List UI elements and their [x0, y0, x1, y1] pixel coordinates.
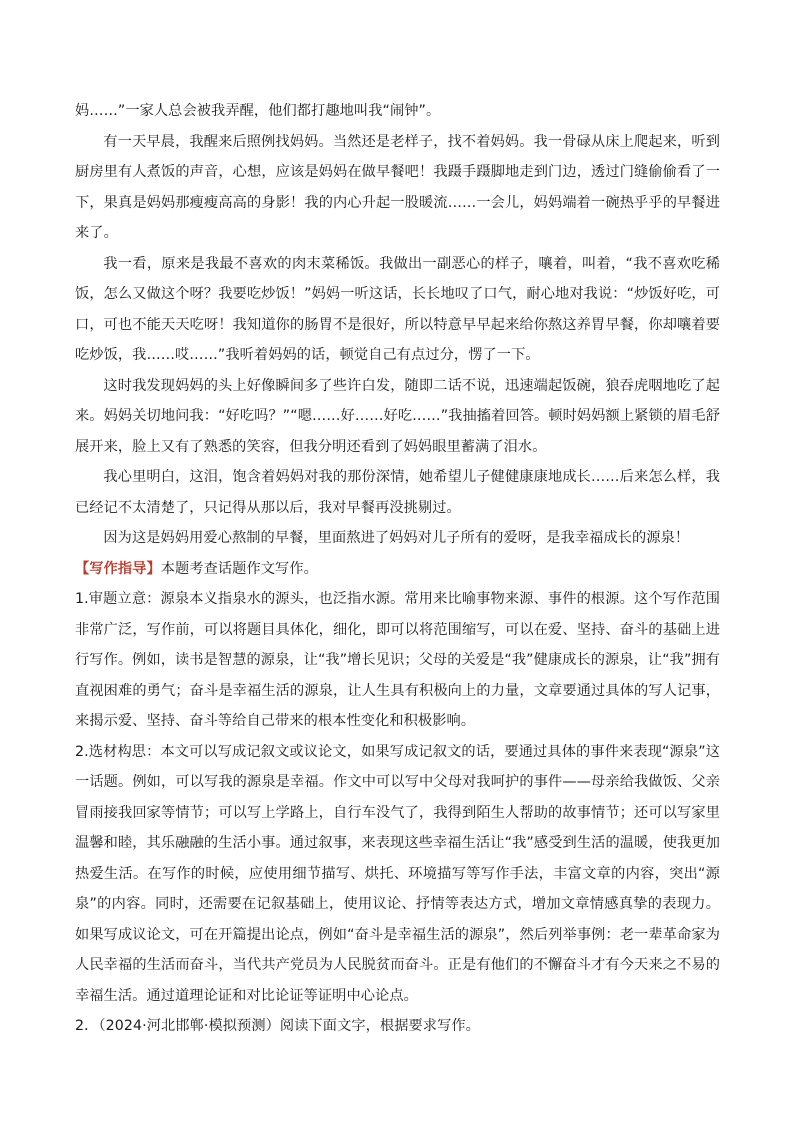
essay-paragraph-4: 我心里明白，这泪，饱含着妈妈对我的那份深情，她希望儿子健健康康地成长……后来怎么样，我已经记不太清楚了，只记得从那以后，我对早餐再没挑剔过。 [75, 469, 720, 516]
essay-paragraph-1: 有一天早晨，我醒来后照例找妈妈。当然还是老样子，找不着妈妈。我一骨碌从床上爬起来，听到厨房里有人煮饭的声音，心想，应该是妈妈在做早餐吧！我蹑手蹑脚地走到门边，透过门缝偷偷看了一下，果真是妈妈那瘦瘦高高的身影！我的内心升起一股暖流……一会儿，妈妈端着一碗热乎乎的早餐进来了。 [75, 133, 720, 241]
writing-guide-intro: 本题考查话题作文写作。 [160, 560, 318, 577]
essay-conclusion: 因为这是妈妈用爱心熬制的早餐，里面熬进了妈妈对儿子所有的爱呀，是我幸福成长的源泉！ [103, 530, 690, 546]
essay-paragraph-3: 这时我发现妈妈的头上好像瞬间多了些许白发，随即二话不说，迅速端起饭碗，狼吞虎咽地吃了起来。妈妈关切地问我：“好吃吗？”“嗯……好……好吃……”我抽搐着回答。顿时妈妈额上紧锁的眉毛舒展开来，脸上又有了熟悉的笑容，但我分明还看到了妈妈眼里蓄满了泪水。 [75, 377, 720, 455]
writing-guide-item-2: 2.选材构思：本文可以写成记叙文或议论文，如果写成记叙文的话，要通过具体的事件来表现“源泉”这一话题。例如，可以写我的源泉是幸福。作文中可以写中父母对我呵护的事件——母亲给我做饭、父亲冒雨接我回家等情节；可以写上学路上，自行车没气了，我得到陌生人帮助的故事情节；还可以写家里温馨和睦，其乐融融的生活小事。通过叙事，来表现这些幸福生活让“我”感受到生活的温暖，使我更加热爱生活。在写作的时候，应使用细节描写、烘托、环境描写等写作手法，丰富文章的内容，突出“源泉”的内容。同时，还需要在记叙基础上，使用议论、抒情等表达方式，增加文章情感真挚的表现力。如果写成议论文，可在开篇提出论点，例如“奋斗是幸福生活的源泉”，然后列举事例：老一辈革命家为人民幸福的生活而奋斗，当代共产党员为人民脱贫而奋斗。正是有他们的不懈奋斗才有今天来之不易的幸福生活。通过道理论证和对比论证等证明中心论点。 [75, 743, 720, 1004]
essay-paragraph-2: 我一看，原来是我最不喜欢的肉末菜稀饭。我做出一副恶心的样子，嚷着，叫着，“我不喜欢吃稀饭，怎么又做这个呀？我要吃炒饭！”妈妈一听这话，长长地叹了口气，耐心地对我说：“炒饭好吃，可口，可也不能天天吃呀！我知道你的肠胃不是很好，所以特意早早起来给你熬这养胃早餐，你却嚷着要吃炒饭，我……哎……”我听着妈妈的话，顿觉自己有点过分，愣了一下。 [75, 255, 720, 363]
writing-guide-label: 【写作指导】 [75, 560, 161, 577]
document-page [75, 96, 720, 1042]
writing-guide-item-1: 1.审题立意：源泉本义指泉水的源头，也泛指水源。常用来比喻事物来源、事件的根源。这个写作范围非常广泛，写作前，可以将题目具体化，细化，即可以将范围缩写，可以在爱、坚持、奋斗的基础上进行写作。例如，读书是智慧的源泉，让“我”增长见识；父母的关爱是“我”健康成长的源泉，让“我”拥有直视困难的勇气；奋斗是幸福生活的源泉，让人生具有积极向上的力量，文章要通过具体的写人记事，来揭示爱、坚持、奋斗等给自己带来的根本性变化和积极影响。 [75, 591, 720, 729]
essay-paragraph-0: 妈……”一家人总会被我弄醒，他们都打趣地叫我“闹钟”。 [75, 103, 441, 119]
next-question: 2．（2024·河北邯郸·模拟预测）阅读下面文字，根据要求写作。 [75, 1018, 480, 1034]
writing-guide-heading [75, 554, 720, 585]
